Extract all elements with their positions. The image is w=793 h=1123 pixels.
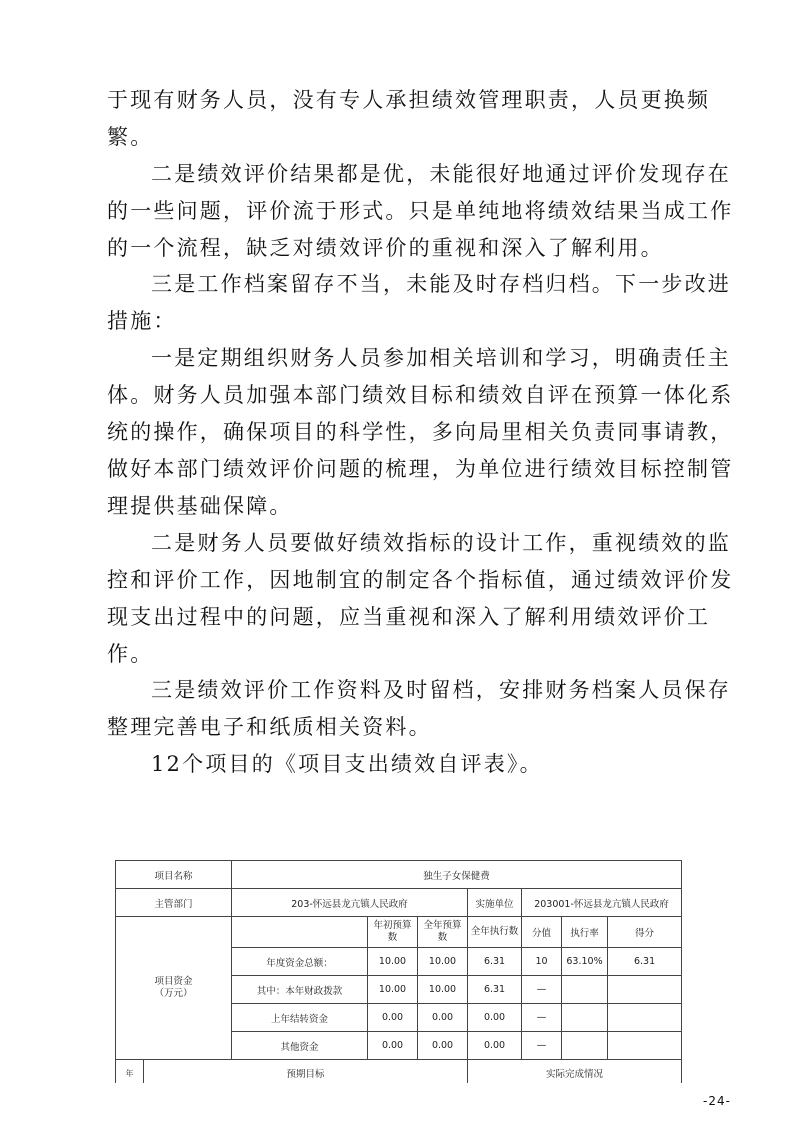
annual-goal-side-label: 年 [116,1060,144,1090]
header-blank [232,917,368,948]
table-cell [608,976,682,1004]
paragraph-p4 [107,340,734,525]
table-cell [562,976,608,1004]
table-cell: 0.00 [368,1032,418,1060]
paragraph-p5 [107,525,734,673]
text-line: 二是绩效评价结果都是优，未能很好地通过评价发现存在 [151,162,731,186]
table-cell: 6.31 [468,948,522,976]
paragraph-p6 [107,672,731,746]
table-cell: 0.00 [368,1004,418,1032]
table-cell: 10.00 [368,948,418,976]
page-number: -24- [703,1094,731,1108]
table-cell: — [522,976,562,1004]
department-value: 203-怀远县龙亢镇人民政府 [232,889,468,917]
text-line: 措施： [107,309,177,333]
paragraph-p3 [107,266,731,340]
table-cell [608,1032,682,1060]
text-line: 于现有财务人员，没有专人承担绩效管理职责，人员更换频 [107,88,711,112]
row-label: 上年结转资金 [232,1004,368,1032]
project-name-value: 独生子女保健费 [232,861,682,889]
funds-label-text: 项目资金 （万元） [154,976,193,999]
performance-self-evaluation-table [115,860,682,1090]
text-line: 理提供基础保障。 [107,494,293,518]
actual-result-header: 实际完成情况 [468,1060,682,1090]
page-bottom-mask [110,1083,690,1123]
header-annual-budget: 全年预算数 [418,917,468,948]
text-line: 12个项目的《项目支出绩效自评表》。 [151,752,543,776]
implementing-unit-label: 实施单位 [468,889,522,917]
paragraph-p7 [107,746,693,783]
table-cell [562,1004,608,1032]
text-line: 一是定期组织财务人员参加相关培训和学习，明确责任主 [151,346,731,370]
text-line: 二是财务人员要做好绩效指标的设计工作，重视绩效的监 [151,531,731,555]
header-score-value: 分值 [522,917,562,948]
table-cell [608,1004,682,1032]
header-annual-executed: 全年执行数 [468,917,522,948]
paragraph-p1 [107,82,711,156]
row-label: 年度资金总额： [232,948,368,976]
text-line: 控和评价工作，因地制宜的制定各个指标值，通过绩效评价发 [107,568,734,592]
text-line: 作。 [107,642,154,666]
header-score: 得分 [608,917,682,948]
text-line: 的一些问题，评价流于形式。只是单纯地将绩效结果当成工作 [107,199,734,223]
text-line: 现支出过程中的问题，应当重视和深入了解利用绩效评价工 [107,605,711,629]
table-cell: 0.00 [418,1004,468,1032]
table-cell: 6.31 [468,976,522,1004]
paragraph-p2 [107,156,734,267]
table-cell: 10.00 [418,948,468,976]
table-cell: 0.00 [468,1032,522,1060]
table-cell [562,1032,608,1060]
table-cell: 0.00 [468,1004,522,1032]
text-line: 统的操作，确保项目的科学性，多向局里相关负责同事请教， [107,420,734,444]
text-line: 体。财务人员加强本部门绩效目标和绩效自评在预算一体化系 [107,383,734,407]
funds-label [116,917,232,1060]
text-line: 整理完善电子和纸质相关资料。 [107,715,432,739]
table-cell: 10 [522,948,562,976]
text-line: 三是工作档案留存不当，未能及时存档归档。下一步改进 [151,272,731,296]
expected-goal-header: 预期目标 [144,1060,468,1090]
text-line: 繁。 [107,125,154,149]
text-line: 的一个流程，缺乏对绩效评价的重视和深入了解利用。 [107,236,664,260]
table-cell: 0.00 [418,1032,468,1060]
table-cell: — [522,1032,562,1060]
table-cell: 63.10% [562,948,608,976]
table-cell: 6.31 [608,948,682,976]
table-cell: — [522,1004,562,1032]
text-line: 三是绩效评价工作资料及时留档，安排财务档案人员保存 [151,678,731,702]
department-label: 主管部门 [116,889,232,917]
row-label: 其他资金 [232,1032,368,1060]
header-initial-budget: 年初预算数 [368,917,418,948]
row-label: 其中：本年财政拨款 [232,976,368,1004]
project-name-label: 项目名称 [116,861,232,889]
implementing-unit-value: 203001-怀远县龙亢镇人民政府 [522,889,682,917]
text-line: 做好本部门绩效评价问题的梳理，为单位进行绩效目标控制管 [107,457,734,481]
header-execution-rate: 执行率 [562,917,608,948]
table-cell: 10.00 [418,976,468,1004]
table-cell: 10.00 [368,976,418,1004]
